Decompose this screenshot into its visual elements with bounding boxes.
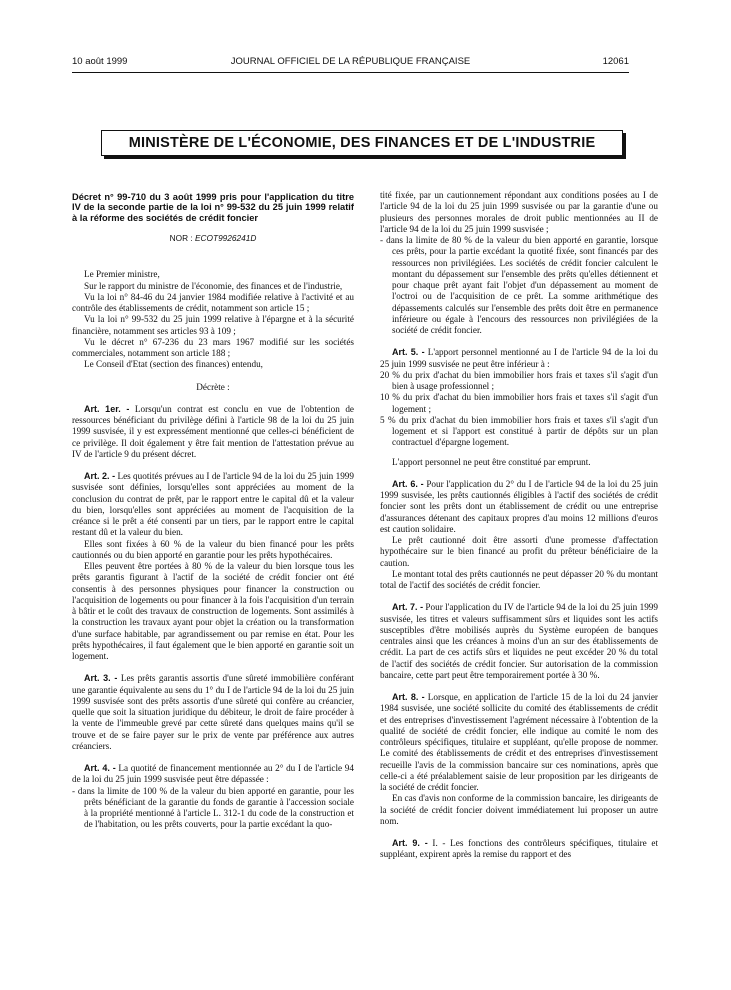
left-column: [72, 192, 354, 831]
paragraph-text: - dans la limite de 100 % de la valeur du bien apporté en garantie, pour les prêts bénéficiant de la garantie du fonds de garantie à l'accession sociale à la propriété mentionné à l'article L. 312-1 du code de la construction et de l'habitation, ou les prêts couverts, pour la partie excédant la quo-: [72, 785, 354, 830]
paragraph-spacer: [380, 449, 658, 457]
paragraph: [380, 569, 658, 592]
article-heading: Art. 3. -: [84, 673, 118, 684]
paragraph-text: Pour l'application du 2° du I de l'article 94 de la loi du 25 juin 1999 susvisée, les prêts cautionnés éligibles à l'actif des sociétés de crédit foncier sont les prêts dont un établissement de crédit ou une entreprise d'assurances détenant des capitaux propres d'au moins 12 millions d'euros est caution solidaire.: [380, 478, 658, 534]
paragraph-text: Pour l'application du IV de l'article 94 de la loi du 25 juin 1999 susvisée, les titres et valeurs suffisamment sûrs et liquides sont les actifs susceptibles d'être mobilisés auprès du Système européen de banques centrales ainsi que les créances à moins d'un an sur des établissements de crédit. La part de ces actifs sûrs et liquides ne peut excéder 20 % du total de l'actif des sociétés de crédit foncier. Sur autorisation de la commission bancaire, cette part peut être temporairement portée à 30 %.: [380, 602, 658, 680]
article-paragraph: [72, 763, 354, 786]
paragraph: [72, 359, 354, 370]
paragraph-spacer: [380, 336, 658, 347]
paragraph-text: Le prêt cautionné doit être assorti d'une promesse d'affectation hypothécaire sur le bien financé au profit du prêteur bénéficiaire de la caution.: [380, 535, 658, 568]
paragraph: [72, 337, 354, 360]
article-paragraph: [72, 673, 354, 752]
page-header: [72, 56, 629, 70]
paragraph: [72, 382, 354, 393]
paragraph: [380, 457, 658, 468]
paragraph: [380, 370, 658, 393]
paragraph-text: Elles sont fixées à 60 % de la valeur du bien financé pour les prêts cautionnés ou du bien apporté en garantie pour les prêts hypothécaires.: [72, 538, 354, 560]
article-heading: Art. 2. -: [84, 471, 116, 482]
paragraph-text: Sur le rapport du ministre de l'économie, des finances et de l'industrie,: [84, 280, 343, 291]
paragraph-text: Lorsqu'un contrat est conclu en vue de l'obtention de ressources bénéficiant du privilège défini à l'article 98 de la loi du 25 juin 1999 susvisée, il y est expressément mentionné que celles-ci bénéficient de ce privilège. Il doit également y être fait mention de l'attestation prévue au IV de l'article 9 du présent décret.: [72, 403, 354, 459]
nor-code: ECOT9926241D: [195, 233, 257, 244]
paragraph: [380, 235, 658, 336]
paragraph-spacer: [380, 827, 658, 838]
paragraph-text: tité fixée, par un cautionnement répondant aux conditions posées au I de l'article 94 de la loi du 25 juin 1999 susvisée ou par la garantie d'une ou plusieurs des personnes morales de droit public mentionnées au II de l'article 94 de la loi du 25 juin 1999 susvisée ;: [380, 190, 658, 234]
paragraph-text: En cas d'avis non conforme de la commission bancaire, les dirigeants de la société de crédit foncier doivent immédiatement lui proposer un autre nom.: [380, 793, 658, 826]
nor-label: NOR :: [169, 233, 193, 244]
paragraph-text: Le montant total des prêts cautionnés ne peut dépasser 20 % du montant total de l'actif des sociétés de crédit foncier.: [380, 568, 658, 590]
article-heading: Art. 7. -: [392, 602, 424, 613]
paragraph: [380, 535, 658, 569]
paragraph: [380, 190, 658, 235]
paragraph-text: 5 % du prix d'achat du bien immobilier hors frais et taxes s'il s'agit d'un logement et si l'apport est constitué à partir de dépôts sur un plan contractuel d'épargne logement.: [380, 414, 658, 448]
article-paragraph: [380, 602, 658, 681]
paragraph-text: 20 % du prix d'achat du bien immobilier hors frais et taxes s'il s'agit d'un bien à usage professionnel ;: [380, 369, 658, 391]
paragraph-text: La quotité de financement mentionnée au 2° du I de l'article 94 de la loi du 25 juin 1999 susvisée peut être dépassée :: [72, 763, 354, 785]
paragraph: [72, 292, 354, 315]
paragraph-text: 10 % du prix d'achat du bien immobilier hors frais et taxes s'il s'agit d'un logement ;: [380, 392, 658, 414]
article-paragraph: [380, 838, 658, 861]
paragraph-spacer: [72, 662, 354, 673]
paragraph-text: - dans la limite de 80 % de la valeur du bien apporté en garantie, lorsque ces prêts, pour la partie excédant la quotité fixée, sont financés par des ressources non privilégiées. Les sociétés de crédit foncier calculent le montant du dépassement sur l'ensemble des prêts qu'elles détiennent et pour chaque prêt ayant fait l'objet d'un dépassement au moment de l'octroi ou de l'acquisition de ce prêt. La somme arithmétique des dépassements calculés sur l'ensemble des prêts doit être en permanence inférieure ou égale à l'encours des ressources non privilégiées de la société de crédit foncier.: [380, 235, 658, 335]
paragraph: [380, 793, 658, 827]
left-body: [72, 258, 354, 830]
article-paragraph: [380, 347, 658, 370]
paragraph-text: Lorsque, en application de l'article 15 de la loi du 24 janvier 1984 susvisée, une société sollicite du comité des établissements de crédit et des entreprises d'investissement l'agrément nécessaire à l'obtention de la qualité de société de crédit foncier, elle indique au comité le nom des contrôleurs spécifiques, titulaire et suppléant, qu'elle propose de nommer. Le comité des établissements de crédit et des entreprises d'investissement recueille l'avis de la commission bancaire sur ces nominations, après que celle-ci a été préalablement saisie de leur proposition par les dirigeants de la société de crédit foncier.: [380, 692, 658, 792]
paragraph: [72, 281, 354, 292]
ministry-title: MINISTÈRE DE L'ÉCONOMIE, DES FINANCES ET DE L'INDUSTRIE: [128, 135, 596, 151]
article-heading: Art. 6. -: [392, 478, 424, 489]
issue-date: 10 août 1999: [72, 56, 128, 67]
paragraph: [72, 539, 354, 562]
journal-title: JOURNAL OFFICIEL DE LA RÉPUBLIQUE FRANÇAISE: [230, 56, 471, 67]
paragraph: [72, 269, 354, 280]
paragraph-text: Vu la loi n° 84-46 du 24 janvier 1984 modifiée relative à l'activité et au contrôle des établissements de crédit, notamment son article 15 ;: [72, 291, 354, 314]
article-heading: Art. 4. -: [84, 763, 116, 774]
paragraph-text: L'apport personnel mentionné au I de l'article 94 de la loi du 25 juin 1999 susvisée ne peut être inférieur à :: [380, 347, 658, 369]
paragraph-text: Elles peuvent être portées à 80 % de la valeur du bien lorsque tous les prêts garantis figurant à l'actif de la société de crédit foncier ont été consentis à des personnes physiques pour financer la construction ou l'acquisition de logements ou pour financer à la fois l'acquisition d'un terrain à bâtir et le coût des travaux de construction de logements. Sont assimilés à la construction les travaux ayant pour objet la création ou la transformation d'une surface habitable, par agrandissement ou par remise en état. Pour les prêts hypothécaires, il faut également que le bien apporté en garantie soit un logement.: [72, 561, 354, 662]
nor-reference: [72, 233, 354, 244]
paragraph-text: Décrète :: [196, 381, 230, 392]
article-paragraph: [380, 692, 658, 793]
paragraph-text: L'apport personnel ne peut être constitué par emprunt.: [392, 456, 591, 467]
article-heading: Art. 9. -: [392, 838, 428, 848]
paragraph-spacer: [72, 393, 354, 404]
paragraph: [380, 415, 658, 449]
paragraph-text: Les prêts garantis assortis d'une sûreté immobilière conférant une garantie équivalente au sens du 1° du I de l'article 94 de la loi du 25 juin 1999 susvisée sont des prêts assortis d'une sûreté qui confère au créancier, quelle que soit la situation juridique du débiteur, le droit de faire procéder à la vente de l'immeuble grevé par cette sûreté dans quelques mains qu'il se trouve et de se faire payer sur le prix de vente par préférence aux autres créanciers.: [72, 673, 354, 751]
right-column: [380, 190, 658, 861]
paragraph-spacer: [72, 258, 354, 269]
ministry-heading: [101, 130, 623, 156]
paragraph-spacer: [380, 681, 658, 692]
paragraph-text: I. - Les fonctions des contrôleurs spécifiques, titulaire et suppléant, expirent après la remise du rapport et des: [380, 838, 659, 860]
paragraph-spacer: [380, 591, 658, 602]
paragraph-text: Le Conseil d'Etat (section des finances) entendu,: [84, 359, 263, 370]
article-heading: Art. 8. -: [392, 692, 425, 702]
right-body: [380, 190, 658, 861]
paragraph-spacer: [380, 468, 658, 479]
paragraph: [72, 314, 354, 337]
header-rule: [72, 72, 629, 73]
article-paragraph: [72, 471, 354, 539]
paragraph: [72, 561, 354, 662]
paragraph-spacer: [72, 752, 354, 763]
paragraph-text: Vu la loi n° 99-532 du 25 juin 1999 relative à l'épargne et à la sécurité financière, notamment ses articles 93 à 109 ;: [72, 314, 354, 336]
page-number: 12061: [602, 56, 629, 67]
paragraph-text: Le Premier ministre,: [84, 269, 160, 280]
article-heading: Art. 1er. -: [84, 403, 130, 414]
paragraph-spacer: [72, 460, 354, 471]
paragraph-text: Vu le décret n° 67-236 du 23 mars 1967 modifié sur les sociétés commerciales, notamment son article 188 ;: [72, 336, 354, 359]
article-heading: Art. 5. -: [392, 347, 425, 358]
decree-title: Décret n° 99-710 du 3 août 1999 pris pour l'application du titre IV de la seconde partie de la loi n° 99-532 du 25 juin 1999 relatif à la réforme des sociétés de crédit foncier: [72, 192, 354, 223]
article-paragraph: [380, 479, 658, 535]
paragraph-text: Les quotités prévues au I de l'article 94 de la loi du 25 juin 1999 susvisée sont définies, lorsqu'elles sont appréciées au moment de la conclusion du contrat de prêt, par le rapport entre le capital dû et la valeur du bien, lorsqu'elles sont appréciées au moment de l'acquisition de la créance si le prêt a été consenti par un tiers, par le rapport entre le capital restant dû et la valeur du bien.: [72, 471, 354, 538]
article-paragraph: [72, 404, 354, 460]
paragraph: [72, 786, 354, 831]
paragraph: [380, 392, 658, 415]
paragraph-spacer: [72, 371, 354, 382]
